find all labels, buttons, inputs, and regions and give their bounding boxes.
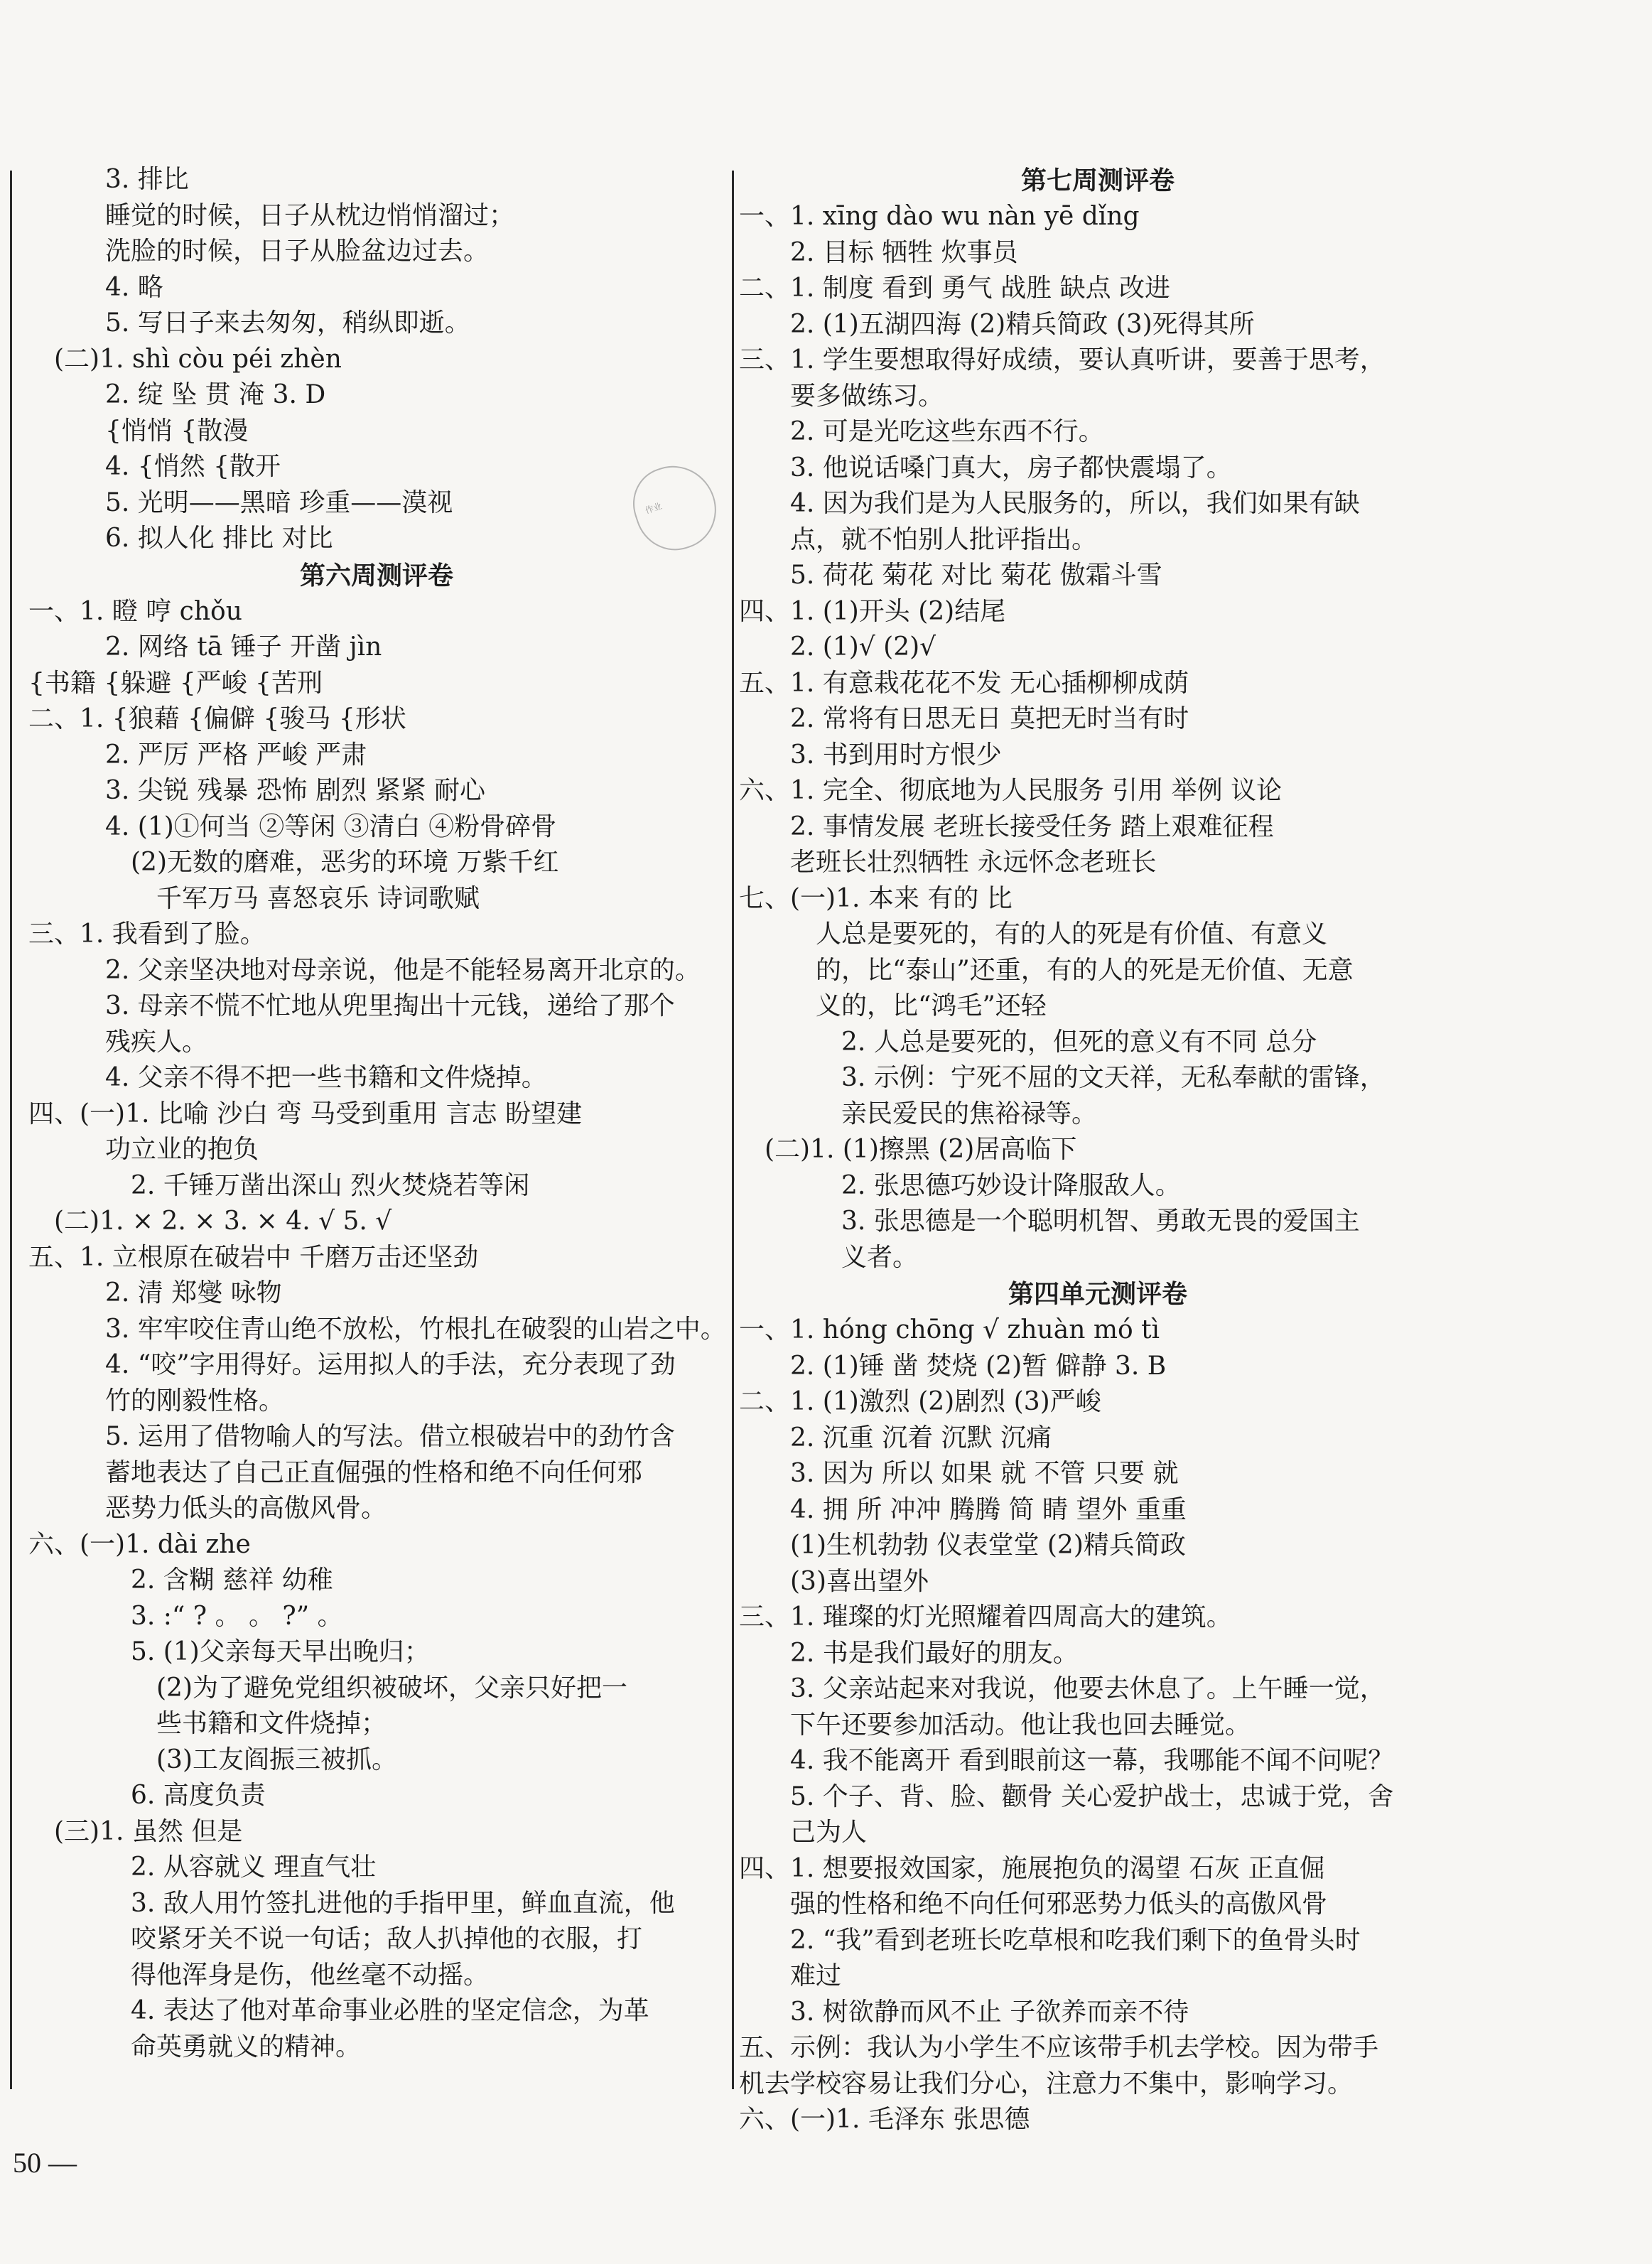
answer-line: 2. 常将有日思无日 莫把无时当有时 — [790, 704, 1189, 733]
answer-line: 4. 因为我们是为人民服务的，所以，我们如果有缺 — [790, 489, 1360, 518]
answer-line: 命英勇就义的精神。 — [131, 2032, 362, 2061]
answer-line: 2. (1)五湖四海 (2)精兵简政 (3)死得其所 — [790, 309, 1255, 339]
page-number: 50 — — [13, 2147, 77, 2179]
answer-line: 强的性格和绝不向任何邪恶势力低头的高傲风骨 — [790, 1890, 1328, 1919]
answer-line: 六、(一)1. dài zhe — [28, 1529, 251, 1559]
answer-line: 2. (1)锤 凿 焚烧 (2)暂 僻静 3. B — [790, 1351, 1167, 1381]
answer-line: 4. 略 — [105, 272, 163, 302]
right-column — [739, 162, 1457, 2138]
answer-line: 2. 事情发展 老班长接受任务 踏上艰难征程 — [790, 812, 1274, 841]
answer-line: 洗脸的时候，日子从脸盆边过去。 — [105, 237, 490, 266]
answer-line: 三、1. 璀璨的灯光照耀着四周高大的建筑。 — [739, 1602, 1232, 1632]
answer-line: (3)工友阎振三被抓。 — [156, 1745, 397, 1774]
answer-line: 5. 写日子来去匆匆，稍纵即逝。 — [105, 308, 470, 338]
answer-line: 要多做练习。 — [790, 381, 944, 411]
answer-line: 2. “我”看到老班长吃草根和吃我们剩下的鱼骨头时 — [790, 1925, 1361, 1955]
answer-line: 5. 运用了借物喻人的写法。借立根破岩中的劲竹含 — [105, 1422, 675, 1451]
answer-line: 人总是要死的，有的人的死是有价值、有意义 — [816, 920, 1328, 949]
answer-line: 2. 千锤万凿出深山 烈火焚烧若等闲 — [131, 1170, 530, 1200]
answer-line: 4. “咬”字用得好。运用拟人的手法，充分表现了劲 — [105, 1350, 676, 1379]
answer-line: 3. 示例：宁死不屈的文天祥，无私奉献的雷锋， — [841, 1063, 1386, 1092]
section-title: 第七周测评卷 — [1020, 166, 1175, 195]
answer-line: 竹的刚毅性格。 — [105, 1386, 285, 1416]
answer-line: 老班长壮烈牺牲 永远怀念老班长 — [790, 848, 1157, 877]
answer-line: (1)生机勃勃 仪表堂堂 (2)精兵简政 — [790, 1531, 1186, 1560]
answer-line: 2. 从容就义 理直气壮 — [131, 1853, 377, 1882]
answer-line: 恶势力低头的高傲风骨。 — [105, 1494, 387, 1523]
answer-line: 6. 拟人化 排比 对比 — [105, 524, 333, 553]
section-title: 第六周测评卷 — [299, 560, 453, 591]
answer-line: 义者。 — [841, 1242, 919, 1272]
answer-line: 亲民爱民的焦裕禄等。 — [841, 1099, 1098, 1128]
answer-line: (二)1. shì còu péi zhèn — [54, 344, 342, 374]
answer-line: 义的，比“鸿毛”还轻 — [816, 991, 1047, 1020]
answer-line: 点，就不怕别人批评指出。 — [790, 524, 1098, 554]
answer-line: (二)1. (1)擦黑 (2)居高临下 — [765, 1135, 1077, 1164]
answer-line: 4. (1)①何当 ②等闲 ③清白 ④粉骨碎骨 — [105, 812, 557, 841]
answer-line: 睡觉的时候，日子从枕边悄悄溜过； — [105, 200, 515, 230]
answer-line: (3)喜出望外 — [790, 1566, 929, 1596]
answer-line: 得他浑身是伤，他丝毫不动摇。 — [131, 1960, 490, 1990]
answer-line: 2. (1)√ (2)√ — [790, 632, 936, 662]
answer-line: 3. 敌人用竹签扎进他的手指甲里，鲜血直流，他 — [131, 1888, 675, 1918]
answer-line: 一、1. hóng chōng √ zhuàn mó tì — [739, 1315, 1160, 1344]
answer-line: {悄悄 {散漫 — [105, 416, 249, 446]
answer-line: 四、1. 想要报效国家，施展抱负的渴望 石灰 正直倔 — [739, 1853, 1325, 1883]
answer-line: 2. 清 郑燮 咏物 — [105, 1278, 282, 1308]
answer-line: 千军万马 喜怒哀乐 诗词歌赋 — [156, 883, 480, 913]
answer-line: 功立业的抱负 — [105, 1135, 259, 1164]
answer-line: 2. 父亲坚决地对母亲说，他是不能轻易离开北京的。 — [105, 955, 701, 985]
answer-line: 的，比“泰山”还重，有的人的死是无价值、无意 — [816, 955, 1354, 985]
answer-line: 四、(一)1. 比喻 沙白 弯 马受到重用 言志 盼望建 — [28, 1099, 583, 1128]
answer-line: 2. 严厉 严格 严峻 严肃 — [105, 740, 367, 770]
answer-line: 下午还要参加活动。他让我也回去睡觉。 — [790, 1710, 1251, 1740]
answer-line: 七、(一)1. 本来 有的 比 — [739, 883, 1013, 913]
answer-line: 机去学校容易让我们分心，注意力不集中，影响学习。 — [739, 2069, 1354, 2098]
answer-line: 咬紧牙关不说一句话；敌人扒掉他的衣服，打 — [131, 1924, 643, 1953]
answer-line: 二、1. (1)激烈 (2)剧烈 (3)严峻 — [739, 1387, 1101, 1416]
answer-line: 3. 牢牢咬住青山绝不放松，竹根扎在破裂的山岩之中。 — [105, 1314, 726, 1344]
answer-line: 一、1. 瞪 哼 chǒu — [28, 596, 242, 626]
answer-line: 5. (1)父亲每天早出晚归； — [131, 1637, 430, 1666]
answer-line: 蓄地表达了自己正直倔强的性格和绝不向任何邪 — [105, 1457, 643, 1487]
answer-line: 3. 他说话嗓门真大，房子都快震塌了。 — [790, 453, 1232, 483]
answer-line: 3. 树欲静而风不止 子欲养而亲不待 — [790, 1997, 1189, 2027]
answer-line: 3. 排比 — [105, 165, 189, 194]
answer-line: 3. 母亲不慌不忙地从兜里掏出十元钱，递给了那个 — [105, 991, 675, 1020]
answer-line: 2. 含糊 慈祥 幼稚 — [131, 1565, 333, 1595]
answer-line: 五、1. 有意栽花花不发 无心插柳柳成荫 — [739, 668, 1189, 698]
answer-line: 六、(一)1. 毛泽东 张思德 — [739, 2105, 1030, 2134]
answer-line: (2)无数的磨难，恶劣的环境 万紫千红 — [131, 848, 559, 877]
answer-line: 2. 网络 tā 锤子 开凿 jìn — [105, 632, 382, 662]
answer-line: 些书籍和文件烧掉； — [156, 1709, 387, 1738]
answer-line: 3. 书到用时方恨少 — [790, 740, 1002, 770]
answer-line: 2. 沉重 沉着 沉默 沉痛 — [790, 1423, 1052, 1452]
answer-line: 二、1. 制度 看到 勇气 战胜 缺点 改进 — [739, 274, 1171, 303]
answer-line: 己为人 — [790, 1818, 868, 1847]
answer-line: 3. 张思德是一个聪明机智、勇敢无畏的爱国主 — [841, 1207, 1360, 1236]
answer-line: 4. 父亲不得不把一些书籍和文件烧掉。 — [105, 1063, 547, 1092]
left-margin-rule — [10, 171, 12, 2089]
answer-line: 5. 个子、背、脸、颧骨 关心爱护战士，忠诚于党，舍 — [790, 1781, 1394, 1811]
answer-line: 2. 绽 坠 贯 淹 3. D — [105, 380, 326, 409]
stamp-seal: 作业 — [623, 455, 726, 560]
answer-line: (三)1. 虽然 但是 — [54, 1816, 243, 1846]
answer-line: 5. 荷花 菊花 对比 菊花 傲霜斗雪 — [790, 561, 1162, 590]
answer-line: 五、1. 立根原在破岩中 千磨万击还坚劲 — [28, 1242, 479, 1272]
answer-line: 残疾人。 — [105, 1027, 208, 1057]
answer-line: 一、1. xīng dào wu nàn yē dǐng — [739, 202, 1140, 231]
answer-line: 2. 张思德巧妙设计降服敌人。 — [841, 1170, 1181, 1200]
answer-line: 三、1. 学生要想取得好成绩，要认真听讲，要善于思考， — [739, 345, 1386, 374]
answer-line: 3. 因为 所以 如果 就 不管 只要 就 — [790, 1459, 1179, 1488]
answer-line: 二、1. {狼藉 {偏僻 {骏马 {形状 — [28, 704, 406, 733]
answer-line: 六、1. 完全、彻底地为人民服务 引用 举例 议论 — [739, 776, 1283, 805]
answer-line: 3. :“ ? 。 。 ?” 。 — [131, 1601, 343, 1631]
answer-line: 2. 书是我们最好的朋友。 — [790, 1638, 1079, 1668]
answer-line: 3. 父亲站起来对我说，他要去休息了。上午睡一觉， — [790, 1674, 1386, 1703]
answer-line: {书籍 {躲避 {严峻 {苦刑 — [28, 668, 323, 698]
answer-line: 4. 我不能离开 看到眼前这一幕，我哪能不闻不问呢？ — [790, 1746, 1394, 1775]
answer-line: 难过 — [790, 1961, 842, 1990]
answer-line: 2. 目标 牺牲 炊事员 — [790, 237, 1018, 267]
section-title: 第四单元测评卷 — [1008, 1279, 1187, 1309]
column-divider — [732, 171, 734, 2089]
answer-line: 4. {悄然 {散开 — [105, 452, 281, 481]
answer-line: 四、1. (1)开头 (2)结尾 — [739, 596, 1006, 626]
answer-line: 2. 人总是要死的，但死的意义有不同 总分 — [841, 1027, 1317, 1057]
answer-line: 4. 拥 所 冲冲 腾腾 简 睛 望外 重重 — [790, 1494, 1187, 1524]
answer-line: 4. 表达了他对革命事业必胜的坚定信念，为革 — [131, 1996, 649, 2025]
answer-line: 3. 尖锐 残暴 恐怖 剧烈 紧紧 耐心 — [105, 776, 486, 805]
answer-line: 五、示例：我认为小学生不应该带手机去学校。因为带手 — [739, 2033, 1379, 2062]
answer-line: (二)1. × 2. × 3. × 4. √ 5. √ — [54, 1207, 392, 1236]
answer-line: 2. 可是光吃这些东西不行。 — [790, 417, 1104, 446]
answer-line: 5. 光明——黑暗 珍重——漠视 — [105, 487, 453, 517]
answer-line: 6. 高度负责 — [131, 1781, 266, 1810]
left-column — [28, 162, 725, 2065]
answer-line: 三、1. 我看到了脸。 — [28, 920, 266, 949]
answer-line: (2)为了避免党组织被破坏，父亲只好把一 — [156, 1673, 627, 1703]
